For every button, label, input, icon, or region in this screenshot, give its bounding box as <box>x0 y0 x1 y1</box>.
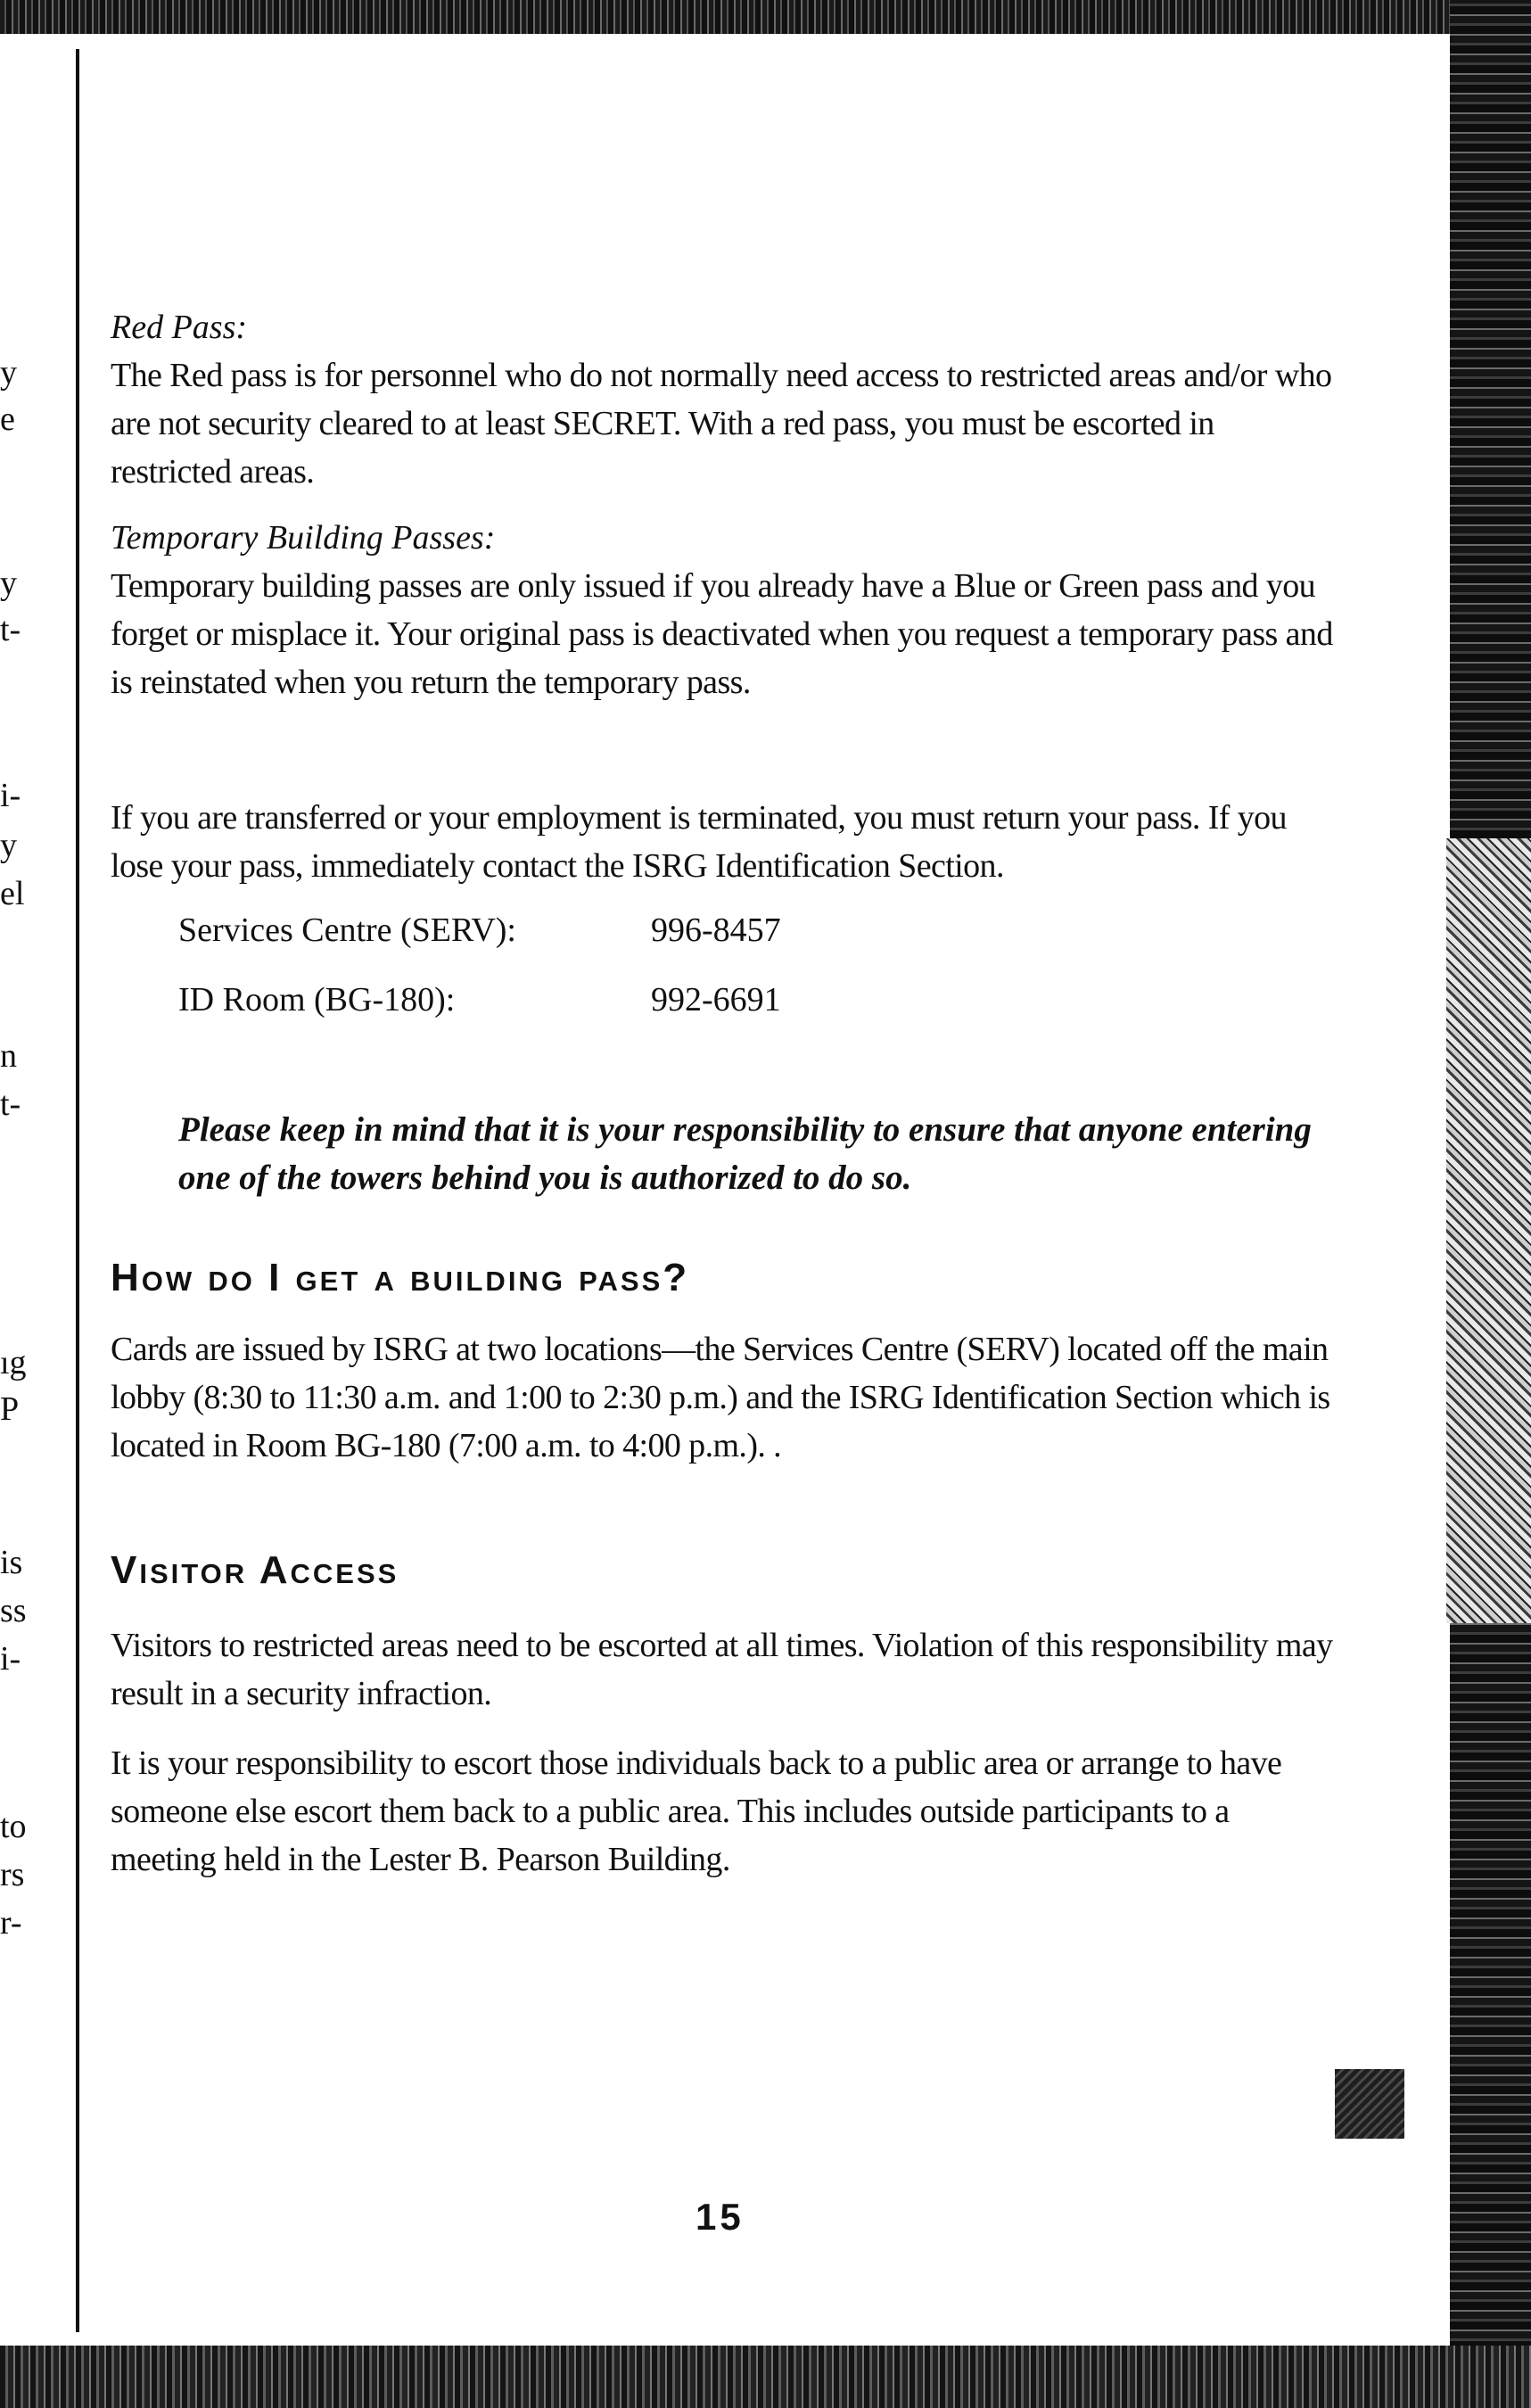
margin-fragment: i- <box>0 1640 21 1678</box>
red-pass-title: Red Pass: <box>111 309 248 346</box>
margin-fragment: el <box>0 875 25 912</box>
building-pass-body: Cards are issued by ISRG at two locations—the Services Centre (SERV) located off the main lobby (8:30 to 11:30 a.m. and 1:00 to 2:30 p.m.) and the ISRG Identification Section which is located in Room BG-180 (7:00 a.m. to 4:00 p.m.). . <box>111 1331 1330 1464</box>
red-pass-body: The Red pass is for personnel who do not normally need access to restricted areas and/or who are not security cleared to at least SECRET. With a red pass, you must be escorted in restricted areas. <box>111 357 1332 491</box>
responsibility-note: Please keep in mind that it is your responsibility to ensure that anyone entering one of the towers behind you is authorized to do so. <box>178 1110 1312 1197</box>
contact-row-services-centre <box>178 906 781 954</box>
left-margin-rule <box>76 49 79 2332</box>
visitor-access-paragraph: It is your responsibility to escort those individuals back to a public area or arrange to have someone else escort them back to a public area. This includes outside participants to a meeting held in the Lester B. Pearson Building. <box>111 1744 1282 1878</box>
building-pass-heading: How do I get a building pass? <box>111 1256 690 1299</box>
margin-fragment: t- <box>0 1085 21 1123</box>
margin-fragment: n <box>0 1037 17 1075</box>
contact-label: ID Room (BG-180): <box>178 981 456 1018</box>
scan-border-bottom <box>0 2346 1531 2408</box>
margin-fragment: ss <box>0 1592 27 1629</box>
margin-fragment: P <box>0 1390 20 1428</box>
margin-fragment: y <box>0 827 17 864</box>
transfer-paragraph: If you are transferred or your employment is terminated, you must return your pass. If you lose your pass, immediately contact the ISRG Identification Section. <box>111 799 1287 885</box>
margin-fragment: y <box>0 354 17 392</box>
visitor-access-heading: Visitor Access <box>111 1548 399 1592</box>
scan-texture-right <box>1446 838 1531 1623</box>
margin-fragment: ıg <box>0 1344 27 1381</box>
margin-fragment: to <box>0 1808 27 1845</box>
margin-fragment: i- <box>0 777 21 814</box>
margin-fragment: e <box>0 400 15 438</box>
contact-label: Services Centre (SERV): <box>178 911 516 949</box>
page-number: 15 <box>696 2196 745 2238</box>
scan-border-top <box>0 0 1531 34</box>
contact-phone: 996-8457 <box>651 911 781 949</box>
margin-fragment: t- <box>0 611 21 648</box>
visitor-access-paragraph: Visitors to restricted areas need to be escorted at all times. Violation of this responsibility may result in a security infraction. <box>111 1627 1333 1712</box>
margin-fragment: rs <box>0 1856 25 1893</box>
temporary-pass-title: Temporary Building Passes: <box>111 519 496 557</box>
margin-fragment: r- <box>0 1904 22 1942</box>
contact-phone: 992-6691 <box>651 981 781 1018</box>
temporary-pass-body: Temporary building passes are only issued if you already have a Blue or Green pass and you forget or misplace it. Your original pass is deactivated when you request a temporary pass and is reinstated when you return the temporary pass. <box>111 567 1333 701</box>
red-pass-section <box>111 303 1341 496</box>
margin-fragment: y <box>0 565 17 602</box>
temporary-pass-section <box>111 514 1341 706</box>
corner-scan-mark <box>1335 2069 1404 2139</box>
contact-row-id-room <box>178 976 781 1024</box>
margin-fragment: is <box>0 1544 23 1581</box>
